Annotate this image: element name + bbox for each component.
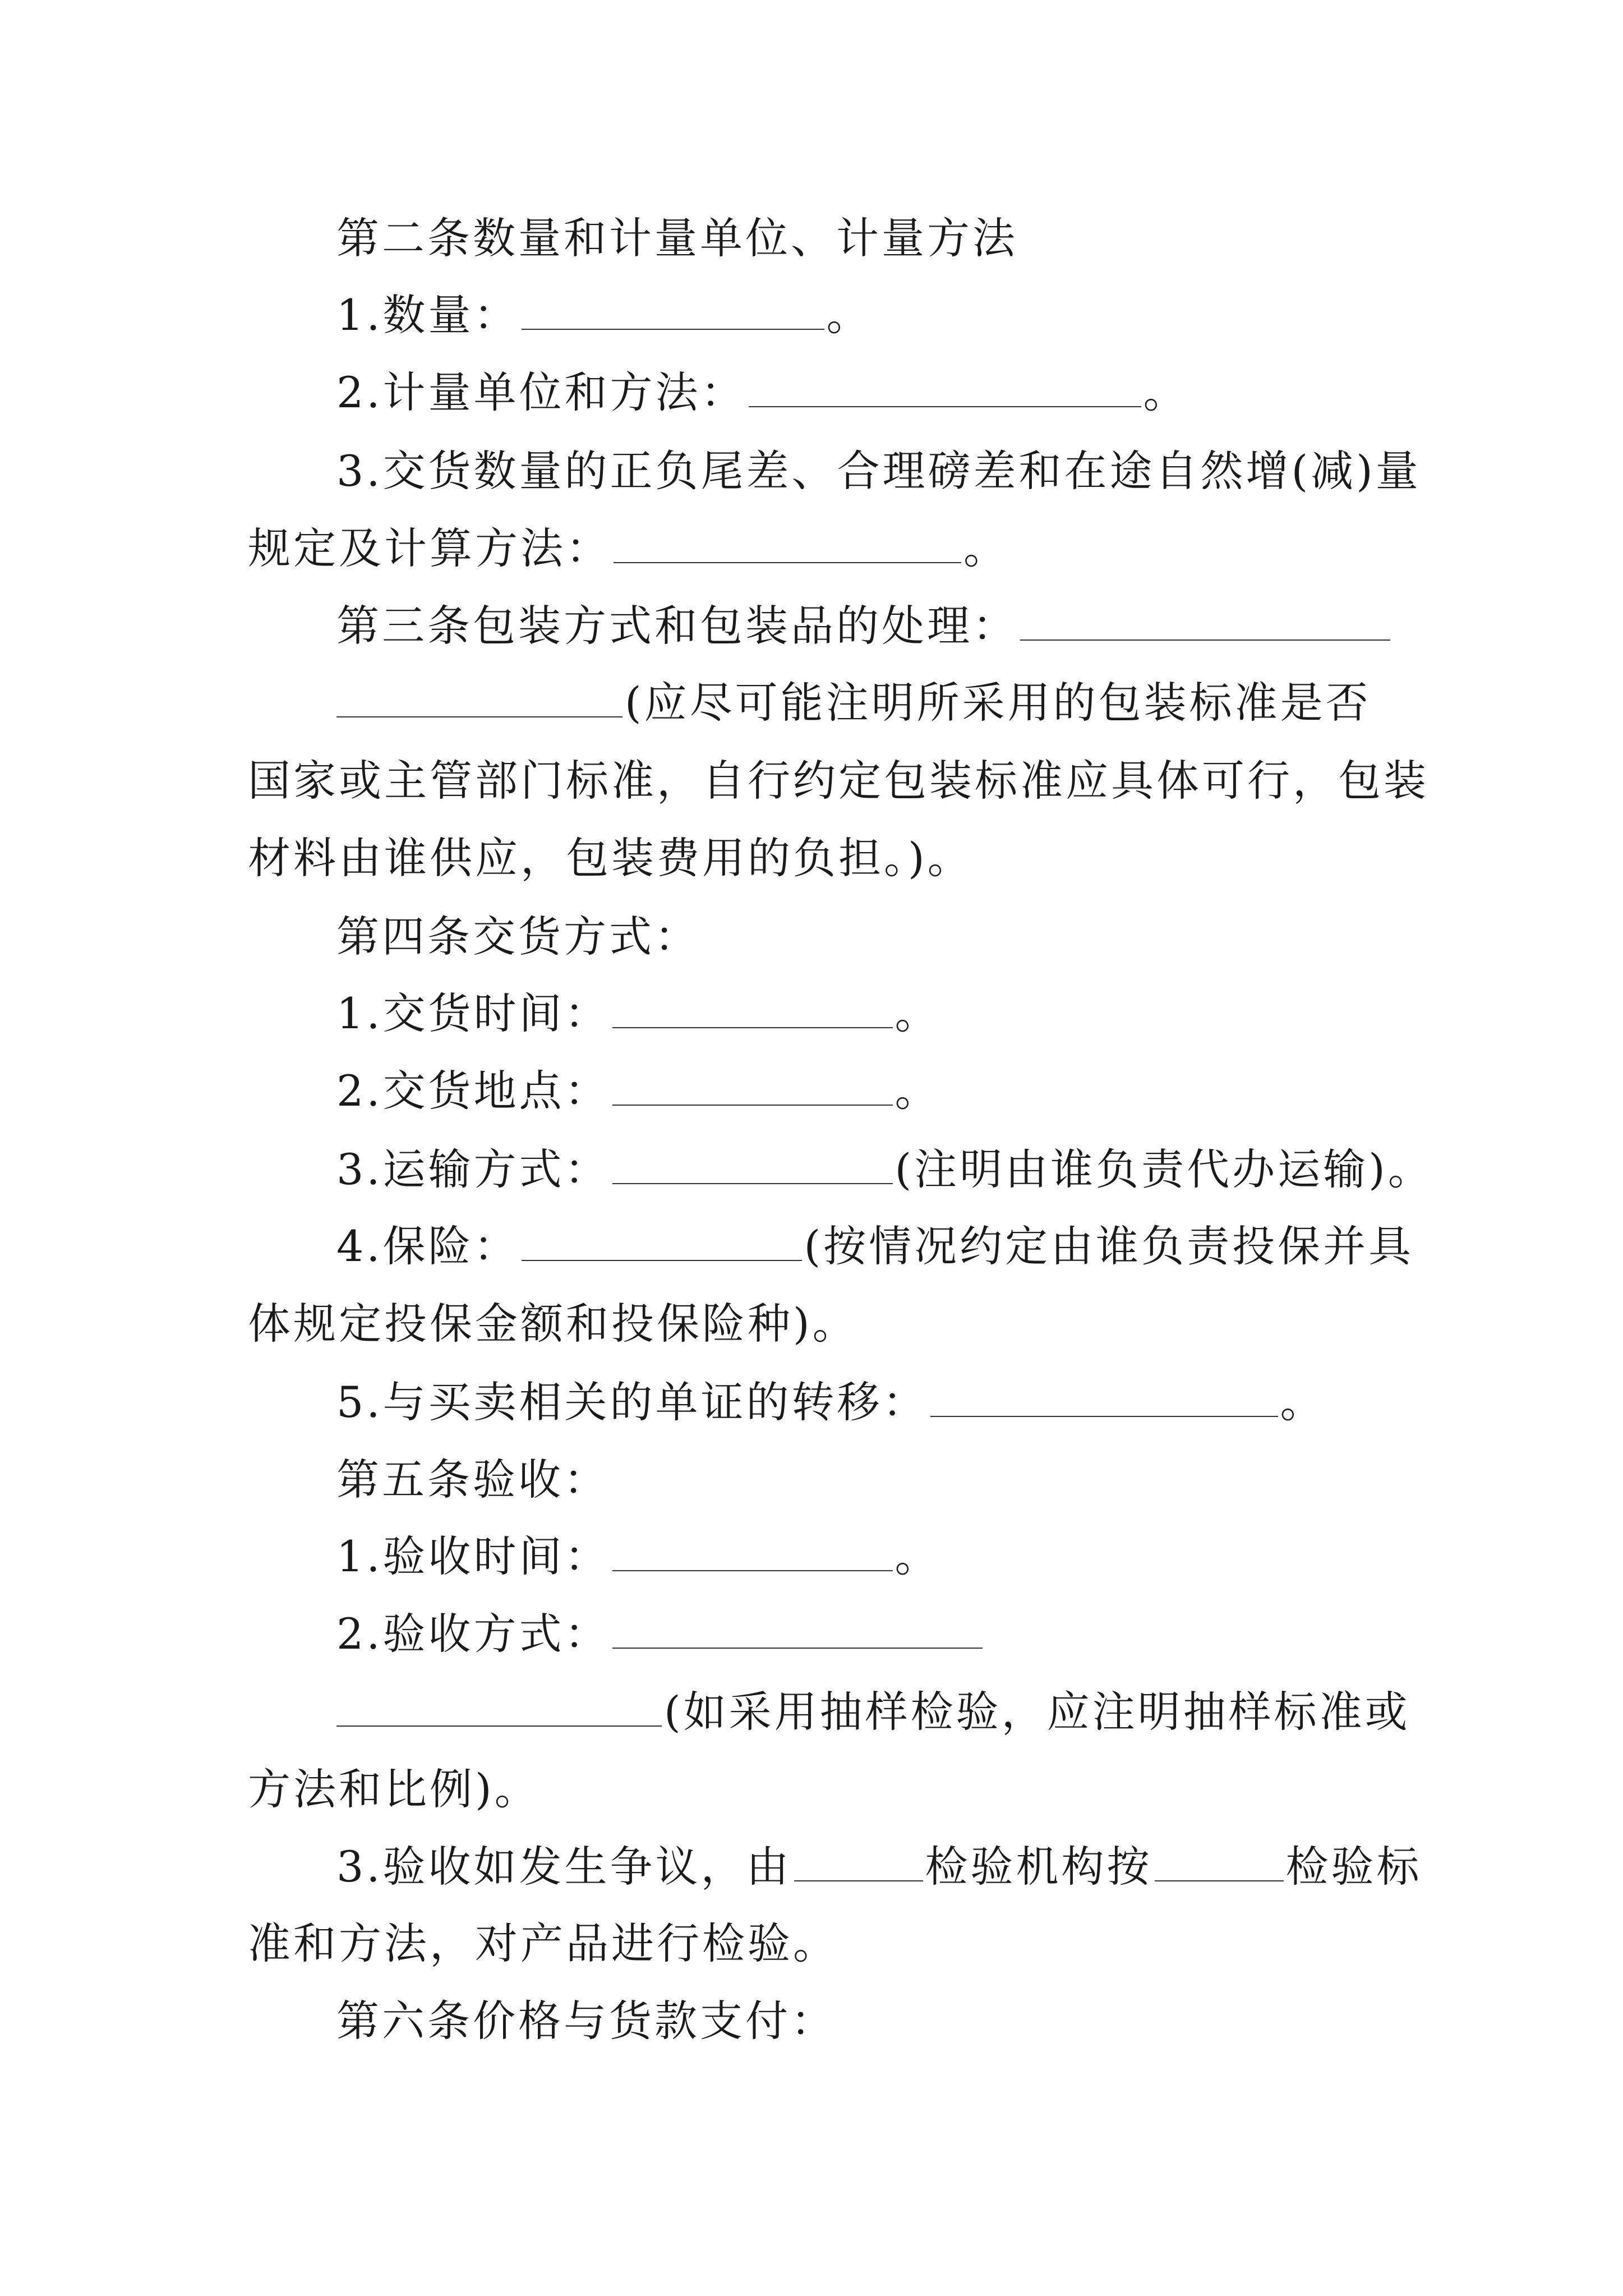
insurance-blank[interactable] [522, 1225, 802, 1261]
packaging-blank-1[interactable] [1020, 605, 1390, 641]
article3-note-line2: 国家或主管部门标准，自行约定包装标准应具体可行，包装 [248, 756, 1429, 806]
quantity-blank[interactable] [522, 294, 824, 330]
article5-item3-part2: 检验机构按 [925, 1842, 1152, 1892]
article4-item1-suffix: 。 [895, 988, 940, 1038]
article2-item3-suffix: 。 [963, 523, 1009, 573]
inspection-agency-blank[interactable] [794, 1846, 923, 1881]
article5-item2-note-line1 [336, 1684, 1410, 1740]
tolerance-method-blank[interactable] [614, 527, 961, 563]
article5-heading: 第五条验收： [336, 1455, 609, 1504]
article5-item1-label: 1.验收时间： [336, 1531, 610, 1581]
article2-item2 [336, 365, 1189, 421]
article2-heading: 第二条数量和计量单位、计量方法 [336, 213, 1018, 263]
inspection-method-blank-2[interactable] [336, 1691, 662, 1727]
article3-note-line3: 材料由谁供应，包装费用的负担。)。 [248, 833, 973, 883]
unit-method-blank[interactable] [749, 371, 1141, 407]
article4-item1 [336, 986, 940, 1042]
article4-item5 [336, 1374, 1326, 1430]
inspection-method-blank-1[interactable] [612, 1613, 983, 1649]
article3-heading: 第三条包装方式和包装品的处理： [336, 601, 1018, 651]
article5-item1-suffix: 。 [895, 1531, 940, 1581]
transport-blank[interactable] [612, 1148, 893, 1184]
article5-item2-note1: (如采用抽样检验，应注明抽样标准或 [664, 1687, 1410, 1737]
article2-item1-suffix: 。 [826, 290, 872, 340]
article4-item3-suffix: (注明由谁负责代办运输)。 [895, 1144, 1433, 1194]
article4-item4 [336, 1218, 1414, 1274]
article5-item3-part3: 检验标 [1285, 1842, 1422, 1892]
article4-item4-suffix: (按情况约定由谁负责投保并具 [804, 1221, 1414, 1271]
article2-item3-label: 规定及计算方法： [248, 523, 611, 573]
article4-item5-suffix: 。 [1280, 1377, 1326, 1427]
article2-item3-line2 [248, 521, 1009, 577]
article5-item3-part1: 3.验收如发生争议，由 [336, 1842, 792, 1892]
article4-item5-label: 5.与买卖相关的单证的转移： [336, 1377, 928, 1427]
article3-note1: (应尽可能注明所采用的包装标准是否 [625, 678, 1371, 728]
article2-item1 [336, 287, 872, 343]
inspection-standard-blank[interactable] [1155, 1846, 1284, 1881]
article4-item3-label: 3.运输方式： [336, 1144, 610, 1194]
delivery-place-blank[interactable] [612, 1070, 893, 1106]
article3-heading-line [336, 598, 1393, 654]
delivery-time-blank[interactable] [612, 992, 893, 1028]
article4-heading: 第四条交货方式： [336, 912, 700, 961]
article5-item2-note-line2: 方法和比例)。 [248, 1764, 540, 1814]
article3-note-line1 [336, 675, 1371, 731]
article4-item4-line2: 体规定投保金额和投保险种)。 [248, 1299, 858, 1349]
article4-item2-suffix: 。 [895, 1066, 940, 1116]
inspection-time-blank[interactable] [612, 1535, 893, 1571]
article4-item2 [336, 1063, 940, 1119]
packaging-blank-2[interactable] [336, 682, 623, 717]
article2-item2-label: 2.计量单位和方法： [336, 367, 746, 417]
article5-item2-label: 2.验收方式： [336, 1609, 610, 1659]
article2-item1-label: 1.数量： [336, 290, 519, 340]
article2-item2-suffix: 。 [1143, 367, 1189, 417]
article4-item2-label: 2.交货地点： [336, 1066, 610, 1116]
article4-item1-label: 1.交货时间： [336, 988, 610, 1038]
article4-item4-label: 4.保险： [336, 1221, 519, 1271]
article5-item3 [336, 1839, 1422, 1895]
article6-heading: 第六条价格与货款支付： [336, 1996, 836, 2046]
documents-transfer-blank[interactable] [930, 1381, 1278, 1417]
article5-item1 [336, 1529, 940, 1585]
article2-item3-line1: 3.交货数量的正负尾差、合理磅差和在途自然增(减)量 [336, 446, 1421, 496]
article5-item2 [336, 1606, 985, 1662]
article5-item3-line2: 准和方法，对产品进行检验。 [248, 1918, 838, 1968]
article4-item3 [336, 1142, 1433, 1198]
